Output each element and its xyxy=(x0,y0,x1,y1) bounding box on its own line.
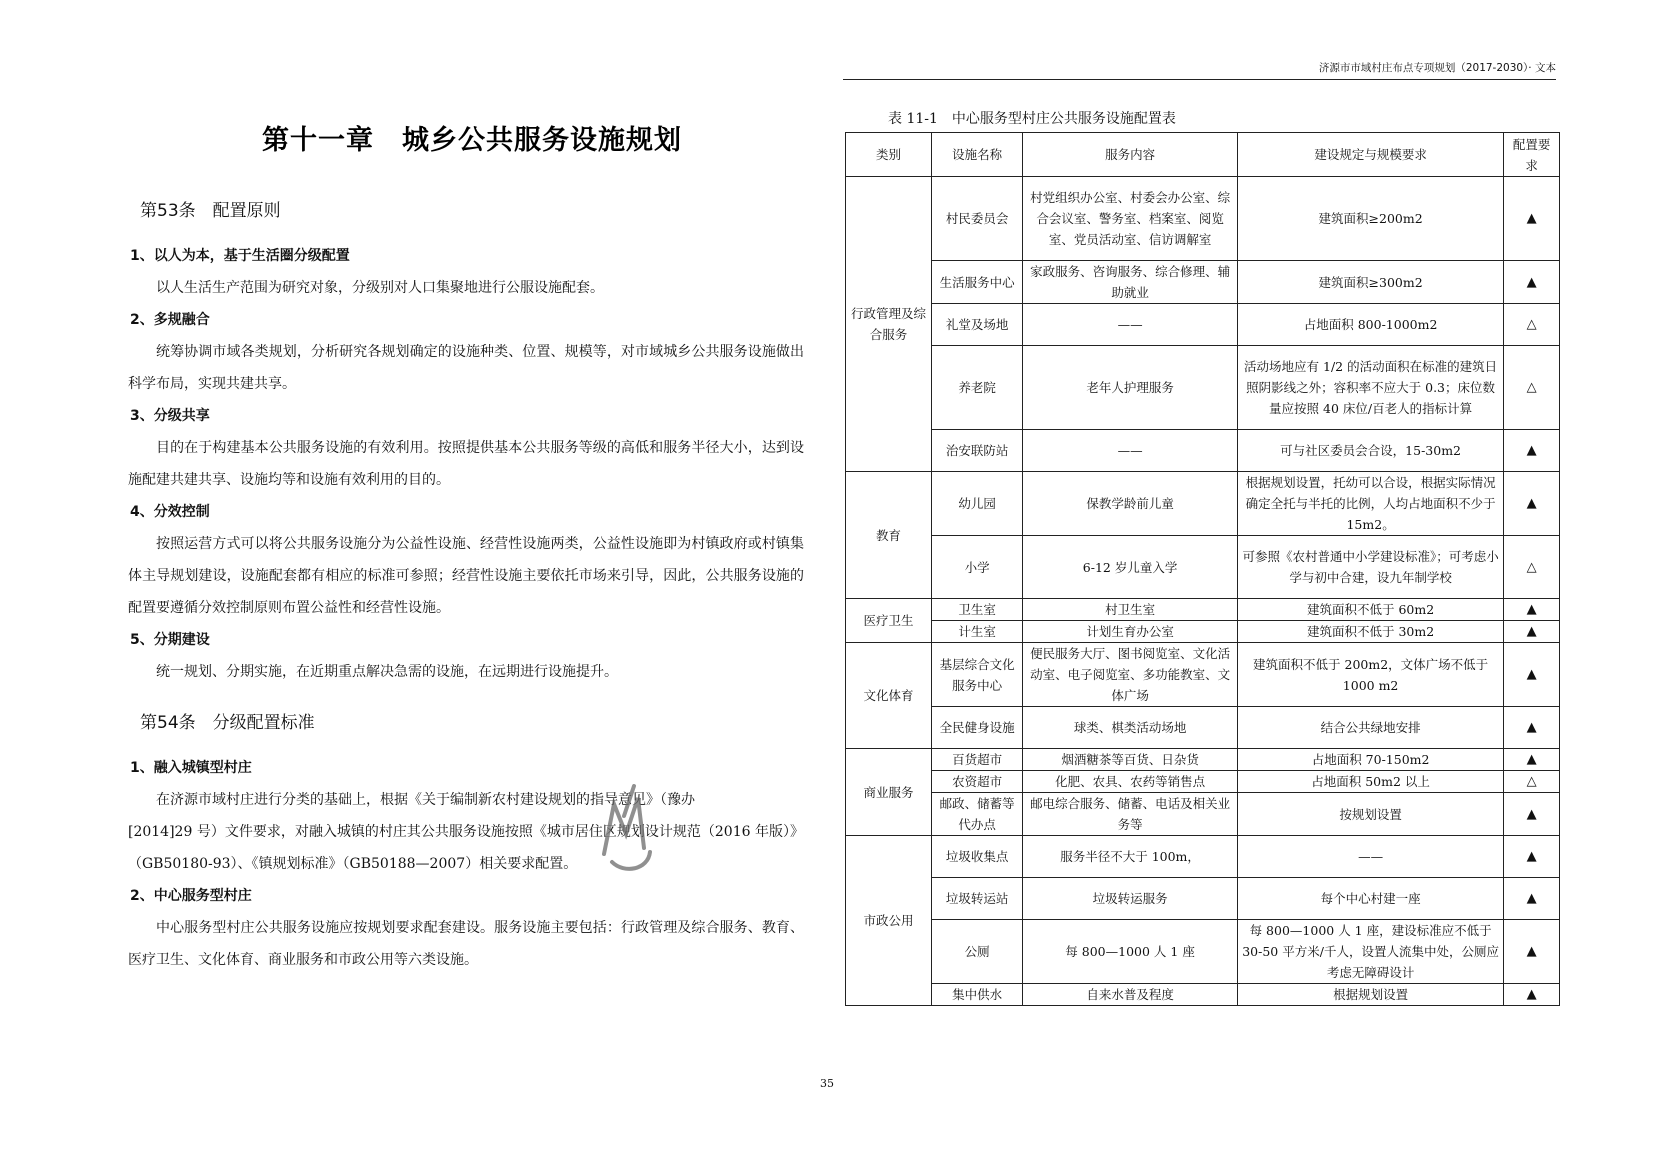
facility-name: 幼儿园 xyxy=(932,472,1023,536)
table-row xyxy=(846,984,1560,1006)
article-53-paragraph-4: 按照运营方式可以将公共服务设施分为公益性设施、经营性设施两类，公益性设施即为村镇政府或村镇集体主导规划建设，设施配套都有相应的标准可参照；经营性设施主要依托市场来引导，因此，公共服务设施的配置要遵循分效控制原则布置公益性和经营性设施。 xyxy=(128,536,804,616)
facility-name: 集中供水 xyxy=(932,984,1023,1006)
table-row xyxy=(846,599,1560,621)
facility-content: 每 800—1000 人 1 座 xyxy=(1023,920,1238,984)
facility-content: 村党组织办公室、村委会办公室、综合会议室、警务室、档案室、阅览室、党员活动室、信访调解室 xyxy=(1023,177,1238,261)
article-53-heading-5: 5、分期建设 xyxy=(130,632,210,648)
facility-content: 老年人护理服务 xyxy=(1023,346,1238,430)
facility-rule: 根据规划设置，托幼可以合设，根据实际情况确定全托与半托的比例，人均占地面积不少于 15m2。 xyxy=(1237,472,1503,536)
facility-config: ▲ xyxy=(1504,599,1560,621)
facility-content: 计划生育办公室 xyxy=(1023,621,1238,643)
facility-content: 垃圾转运服务 xyxy=(1023,878,1238,920)
facility-content: 便民服务大厅、图书阅览室、文化活动室、电子阅览室、多功能教室、文体广场 xyxy=(1023,643,1238,707)
facility-content: 球类、棋类活动场地 xyxy=(1023,707,1238,749)
facility-config: △ xyxy=(1504,771,1560,793)
table-row xyxy=(846,920,1560,984)
facility-rule: 占地面积 70-150m2 xyxy=(1237,749,1503,771)
article-53-heading-1: 1、以人为本，基于生活圈分级配置 xyxy=(130,248,350,264)
article-53-paragraph-1: 以人生活生产范围为研究对象，分级别对人口集聚地进行公服设施配套。 xyxy=(156,280,604,296)
table-row xyxy=(846,177,1560,261)
facility-config-table xyxy=(845,132,1560,1006)
facility-rule: 建筑面积≥300m2 xyxy=(1237,261,1503,304)
article-54-paragraph-1a: 在济源市域村庄进行分类的基础上，根据《关于编制新农村建设规划的指导意见》（豫办 xyxy=(156,792,695,808)
table-header-row xyxy=(846,133,1560,177)
article-53-heading-3: 3、分级共享 xyxy=(130,408,210,424)
facility-name: 公厕 xyxy=(932,920,1023,984)
header-content: 服务内容 xyxy=(1023,133,1238,177)
table-row xyxy=(846,771,1560,793)
table-row xyxy=(846,261,1560,304)
facility-name: 村民委员会 xyxy=(932,177,1023,261)
facility-content: 村卫生室 xyxy=(1023,599,1238,621)
page-number: 35 xyxy=(820,1077,834,1090)
table-row xyxy=(846,878,1560,920)
facility-name: 养老院 xyxy=(932,346,1023,430)
facility-content: —— xyxy=(1023,430,1238,472)
facility-rule: 结合公共绿地安排 xyxy=(1237,707,1503,749)
seal-watermark-icon xyxy=(590,776,660,876)
article-54-title: 第54条 分级配置标准 xyxy=(140,713,315,733)
facility-content: 自来水普及程度 xyxy=(1023,984,1238,1006)
group-culture: 文化体育 xyxy=(846,643,932,749)
facility-name: 农资超市 xyxy=(932,771,1023,793)
facility-rule: 根据规划设置 xyxy=(1237,984,1503,1006)
header-config: 配置要求 xyxy=(1504,133,1560,177)
chapter-title: 第十一章 城乡公共服务设施规划 xyxy=(262,125,682,156)
facility-config: ▲ xyxy=(1504,836,1560,878)
facility-name: 计生室 xyxy=(932,621,1023,643)
facility-content: 邮电综合服务、储蓄、电话及相关业务等 xyxy=(1023,793,1238,836)
group-edu: 教育 xyxy=(846,472,932,599)
facility-rule: 建筑面积不低于 30m2 xyxy=(1237,621,1503,643)
facility-name: 礼堂及场地 xyxy=(932,304,1023,346)
facility-rule: 每 800—1000 人 1 座，建设标准应不低于 30-50 平方米/千人，设置人流集中处，公厕应考虑无障碍设计 xyxy=(1237,920,1503,984)
article-53-paragraph-2: 统筹协调市域各类规划，分析研究各规划确定的设施种类、位置、规模等，对市域城乡公共服务设施做出科学布局，实现共建共享。 xyxy=(128,344,804,392)
facility-name: 小学 xyxy=(932,536,1023,599)
header-category: 类别 xyxy=(846,133,932,177)
facility-content: 保教学龄前儿童 xyxy=(1023,472,1238,536)
facility-content: 6-12 岁儿童入学 xyxy=(1023,536,1238,599)
facility-rule: —— xyxy=(1237,836,1503,878)
facility-config: ▲ xyxy=(1504,472,1560,536)
group-admin: 行政管理及综合服务 xyxy=(846,177,932,472)
table-row xyxy=(846,346,1560,430)
facility-config: ▲ xyxy=(1504,984,1560,1006)
table-row xyxy=(846,304,1560,346)
article-54-paragraph-1b: [2014]29 号）文件要求，对融入城镇的村庄其公共服务设施按照《城市居住区规划设计规范（2016 年版）》（GB50180-93）、《镇规划标准》（GB50188—2007）相关要求配置。 xyxy=(128,824,804,872)
facility-rule: 建筑面积不低于 200m2，文体广场不低于 1000 m2 xyxy=(1237,643,1503,707)
table-row xyxy=(846,793,1560,836)
facility-config: ▲ xyxy=(1504,177,1560,261)
facility-config: △ xyxy=(1504,536,1560,599)
header-rule: 建设规定与规模要求 xyxy=(1237,133,1503,177)
facility-config: ▲ xyxy=(1504,707,1560,749)
facility-name: 生活服务中心 xyxy=(932,261,1023,304)
facility-rule: 可参照《农村普通中小学建设标准》；可考虑小学与初中合建，设九年制学校 xyxy=(1237,536,1503,599)
facility-config: ▲ xyxy=(1504,643,1560,707)
facility-config: ▲ xyxy=(1504,261,1560,304)
group-municipal: 市政公用 xyxy=(846,836,932,1006)
table-row xyxy=(846,536,1560,599)
facility-content: 化肥、农具、农药等销售点 xyxy=(1023,771,1238,793)
facility-config: ▲ xyxy=(1504,749,1560,771)
facility-rule: 活动场地应有 1/2 的活动面积在标准的建筑日照阴影线之外；容积率不应大于 0.3；床位数量应按照 40 床位/百老人的指标计算 xyxy=(1237,346,1503,430)
facility-name: 垃圾转运站 xyxy=(932,878,1023,920)
facility-rule: 每个中心村建一座 xyxy=(1237,878,1503,920)
article-54-heading-1: 1、融入城镇型村庄 xyxy=(130,760,252,776)
table-row xyxy=(846,836,1560,878)
facility-config: △ xyxy=(1504,304,1560,346)
facility-name: 邮政、储蓄等代办点 xyxy=(932,793,1023,836)
article-53-heading-2: 2、多规融合 xyxy=(130,312,210,328)
facility-content: 服务半径不大于 100m， xyxy=(1023,836,1238,878)
facility-name: 垃圾收集点 xyxy=(932,836,1023,878)
facility-name: 治安联防站 xyxy=(932,430,1023,472)
facility-config: △ xyxy=(1504,346,1560,430)
article-54-heading-2: 2、中心服务型村庄 xyxy=(130,888,252,904)
article-53-title: 第53条 配置原则 xyxy=(140,201,281,221)
facility-name: 全民健身设施 xyxy=(932,707,1023,749)
facility-content: 烟酒糖茶等百货、日杂货 xyxy=(1023,749,1238,771)
header-rule xyxy=(843,79,1556,80)
table-row xyxy=(846,749,1560,771)
facility-rule: 占地面积 800-1000m2 xyxy=(1237,304,1503,346)
article-53-paragraph-3: 目的在于构建基本公共服务设施的有效利用。按照提供基本公共服务等级的高低和服务半径大小，达到设施配建共建共享、设施均等和设施有效利用的目的。 xyxy=(128,440,804,488)
article-53-heading-4: 4、分效控制 xyxy=(130,504,210,520)
table-row xyxy=(846,621,1560,643)
facility-config: ▲ xyxy=(1504,793,1560,836)
table-caption: 表 11-1 中心服务型村庄公共服务设施配置表 xyxy=(888,111,1176,127)
facility-config: ▲ xyxy=(1504,621,1560,643)
article-54-paragraph-2: 中心服务型村庄公共服务设施应按规划要求配套建设。服务设施主要包括：行政管理及综合服务、教育、医疗卫生、文化体育、商业服务和市政公用等六类设施。 xyxy=(128,920,804,968)
group-commerce: 商业服务 xyxy=(846,749,932,836)
facility-rule: 占地面积 50m2 以上 xyxy=(1237,771,1503,793)
left-column xyxy=(128,118,804,976)
facility-config: ▲ xyxy=(1504,878,1560,920)
facility-config: ▲ xyxy=(1504,430,1560,472)
table-row xyxy=(846,707,1560,749)
header-name: 设施名称 xyxy=(932,133,1023,177)
table-row xyxy=(846,643,1560,707)
facility-rule: 建筑面积不低于 60m2 xyxy=(1237,599,1503,621)
facility-name: 基层综合文化服务中心 xyxy=(932,643,1023,707)
table-row xyxy=(846,472,1560,536)
facility-rule: 可与社区委员会合设，15-30m2 xyxy=(1237,430,1503,472)
article-53-paragraph-5: 统一规划、分期实施，在近期重点解决急需的设施，在远期进行设施提升。 xyxy=(156,664,618,680)
group-medical: 医疗卫生 xyxy=(846,599,932,643)
facility-name: 卫生室 xyxy=(932,599,1023,621)
facility-content: —— xyxy=(1023,304,1238,346)
table-row xyxy=(846,430,1560,472)
facility-rule: 建筑面积≥200m2 xyxy=(1237,177,1503,261)
facility-rule: 按规划设置 xyxy=(1237,793,1503,836)
facility-name: 百货超市 xyxy=(932,749,1023,771)
running-header: 济源市市域村庄布点专项规划（2017-2030）· 文本 xyxy=(1318,62,1556,74)
facility-config: ▲ xyxy=(1504,920,1560,984)
facility-content: 家政服务、咨询服务、综合修理、辅助就业 xyxy=(1023,261,1238,304)
